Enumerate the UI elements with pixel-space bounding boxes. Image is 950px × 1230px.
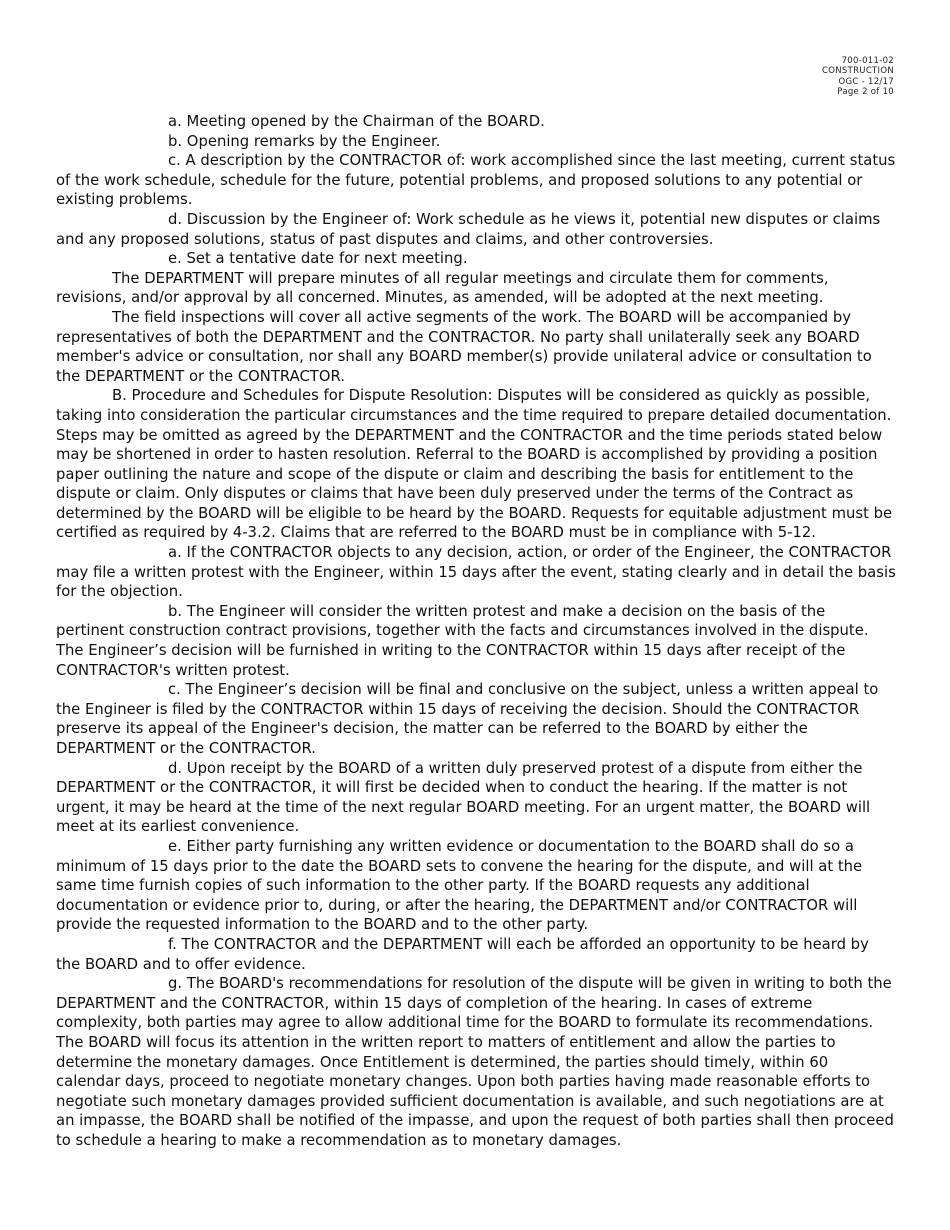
- document-body: [56, 112, 896, 1150]
- form-number: 700-011-02: [841, 56, 894, 66]
- document-header: [822, 56, 894, 97]
- agenda-item-b: b. Opening remarks by the Engineer.: [168, 132, 441, 150]
- minutes-paragraph: The DEPARTMENT will prepare minutes of all regular meetings and circulate them for comments, revisions, and/or approval by all concerned. Minutes, as amended, will be adopted at the next meeting.: [56, 269, 829, 307]
- procedure-item-f: f. The CONTRACTOR and the DEPARTMENT will each be afforded an opportunity to be heard by the BOARD and to offer evidence.: [56, 935, 869, 973]
- agenda-item-d: d. Discussion by the Engineer of: Work schedule as he views it, potential new disputes or claims and any proposed solutions, status of past disputes and claims, and other controversies.: [56, 210, 881, 248]
- agenda-item-c: c. A description by the CONTRACTOR of: work accomplished since the last meeting, current status of the work schedule, schedule for the future, potential problems, and proposed solutions to any potential or existing problems.: [56, 152, 896, 209]
- procedure-item-a: a. If the CONTRACTOR objects to any decision, action, or order of the Engineer, the CONTRACTOR may file a written protest with the Engineer, within 15 days after the event, stating clearly and in detail the basis for the objection.: [56, 544, 896, 601]
- form-revision: OGC - 12/17: [838, 76, 894, 87]
- procedure-item-e: e. Either party furnishing any written evidence or documentation to the BOARD shall do so a minimum of 15 days prior to the date the BOARD sets to convene the hearing for the dispute, and will at the same time furnish copies of such information to the other party. If the BOARD requests any additional documentation or evidence prior to, during, or after the hearing, the DEPARTMENT and/or CONTRACTOR will provide the requested information to the BOARD and to the other party.: [56, 837, 863, 934]
- section-b-procedure: B. Procedure and Schedules for Dispute Resolution: Disputes will be considered as quickly as possible, taking into consideration the particular circumstances and the time required to prepare detailed documentation. Steps may be omitted as agreed by the DEPARTMENT and the CONTRACTOR and the time periods stated below may be shortened in order to hasten resolution. Referral to the BOARD is accomplished by providing a position paper outlining the nature and scope of the dispute or claim and describing the basis for entitlement to the dispute or claim. Only disputes or claims that have been duly preserved under the terms of the Contract as determined by the BOARD will be eligible to be heard by the BOARD. Requests for equitable adjustment must be certified as required by 4-3.2. Claims that are referred to the BOARD must be in compliance with 5-12.: [56, 387, 893, 542]
- form-category: CONSTRUCTION: [822, 66, 894, 77]
- page-number: Page 2 of 10: [837, 86, 894, 97]
- agenda-item-a: a. Meeting opened by the Chairman of the BOARD.: [168, 113, 545, 130]
- field-inspections-paragraph: The field inspections will cover all active segments of the work. The BOARD will be accompanied by representatives of both the DEPARTMENT and the CONTRACTOR. No party shall unilaterally seek any BOARD member's advice or consultation, nor shall any BOARD member(s) provide unilateral advice or consultation to the DEPARTMENT or the CONTRACTOR.: [56, 308, 872, 385]
- procedure-item-b: b. The Engineer will consider the written protest and make a decision on the basis of the pertinent construction contract provisions, together with the facts and circumstances involved in the dispute. The Engineer’s decision will be furnished in writing to the CONTRACTOR within 15 days after receipt of the CONTRACTOR's written protest.: [56, 602, 869, 679]
- procedure-item-c: c. The Engineer’s decision will be final and conclusive on the subject, unless a written appeal to the Engineer is filed by the CONTRACTOR within 15 days of receiving the decision. Should the CONTRACTOR preserve its appeal of the Engineer's decision, the matter can be referred to the BOARD by either the DEPARTMENT or the CONTRACTOR.: [56, 681, 879, 757]
- procedure-item-d: d. Upon receipt by the BOARD of a written duly preserved protest of a dispute from either the DEPARTMENT or the CONTRACTOR, it will first be decided when to conduct the hearing. If the matter is not urgent, it may be heard at the time of the next regular BOARD meeting. For an urgent matter, the BOARD will meet at its earliest convenience.: [56, 759, 871, 836]
- procedure-item-g: g. The BOARD's recommendations for resolution of the dispute will be given in writing to both the DEPARTMENT and the CONTRACTOR, within 15 days of completion of the hearing. In cases of extreme complexity, both parties may agree to allow additional time for the BOARD to formulate its recommendations. The BOARD will focus its attention in the written report to matters of entitlement and allow the parties to determine the monetary damages. Once Entitlement is determined, the parties should timely, within 60 calendar days, proceed to negotiate monetary changes. Upon both parties having made reasonable efforts to negotiate such monetary damages provided sufficient documentation is available, and such negotiations are at an impasse, the BOARD shall be notified of the impasse, and upon the request of both parties shall then proceed to schedule a hearing to make a recommendation as to monetary damages.: [56, 975, 894, 1149]
- agenda-item-e: e. Set a tentative date for next meeting.: [168, 250, 468, 268]
